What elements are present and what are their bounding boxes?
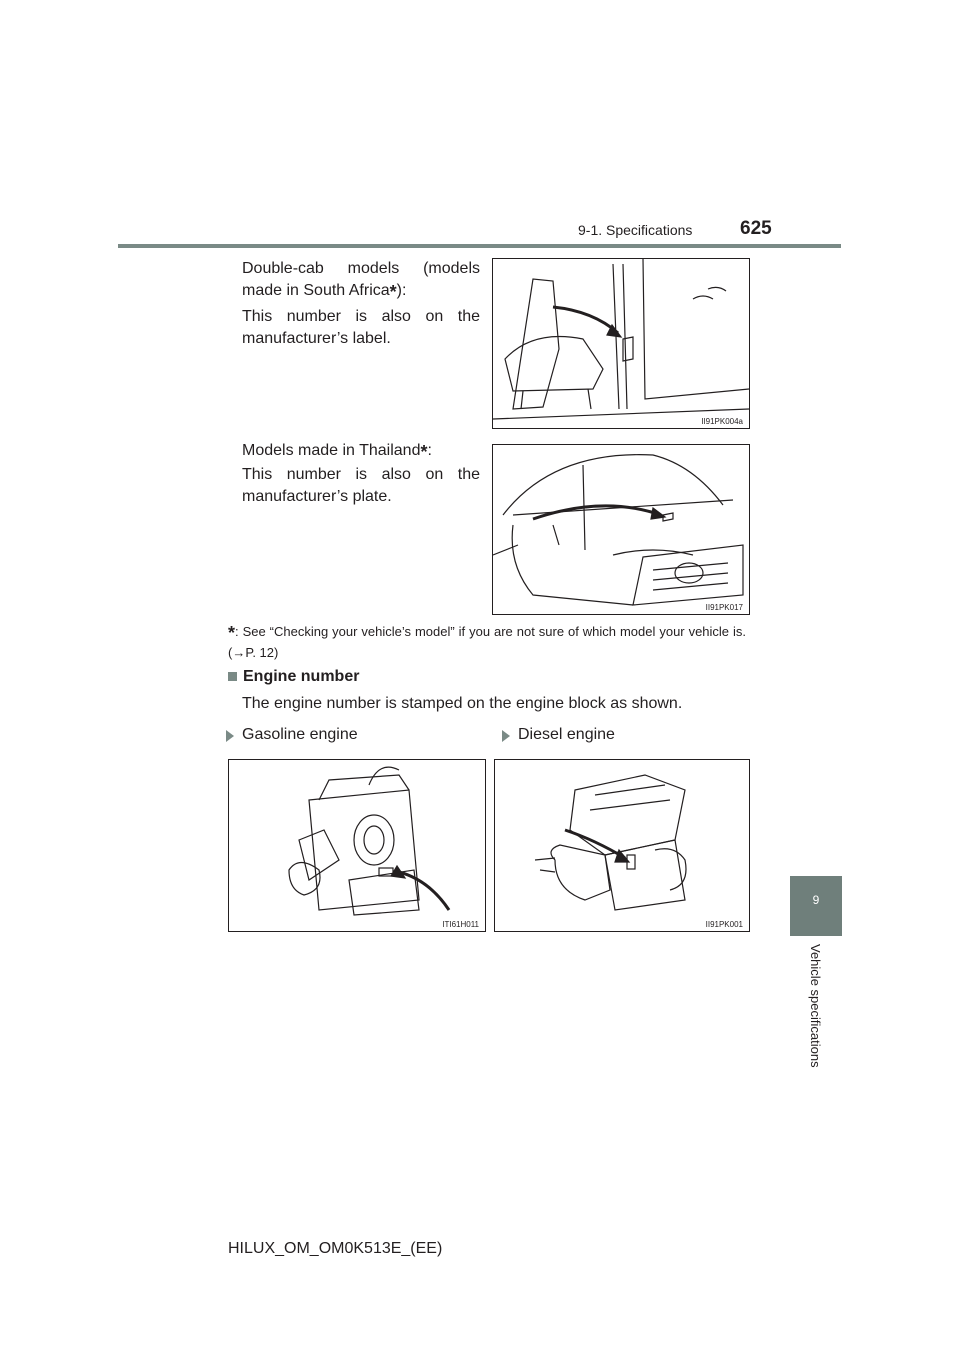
thailand-caption: Models made in Thailand*:: [242, 442, 432, 462]
header-divider: [118, 244, 841, 248]
chapter-tab-title: Vehicle specifications: [808, 944, 823, 1068]
door-pillar-illustration: [493, 259, 749, 428]
footnote-marker: *: [228, 623, 236, 643]
document-id: HILUX_OM_OM0K513E_(EE): [228, 1240, 443, 1257]
footnote-marker: *: [420, 442, 428, 462]
chapter-tab-number: 9: [812, 893, 820, 907]
engine-number-text: The engine number is stamped on the engine block as shown.: [242, 695, 683, 712]
double-cab-note: This number is also on the manufacturer’s label.: [242, 308, 480, 347]
diesel-engine-illustration: [495, 760, 749, 931]
diesel-engine-figure: [494, 759, 750, 932]
figure-code-1: II91PK004a: [701, 417, 743, 426]
footnote-marker: *: [389, 282, 397, 302]
heading-bullet-icon: [228, 672, 237, 681]
double-cab-caption: Double-cab models (models made in South Africa*):: [242, 260, 480, 302]
figure-code-3: ITI61H011: [442, 920, 479, 929]
footnote-text: : See “Checking your vehicle’s model” if you are not sure of which model your vehicle is. (→P. 12): [228, 624, 746, 660]
diesel-engine-label: Diesel engine: [518, 726, 615, 743]
door-pillar-figure: [492, 258, 750, 429]
page-number: 625: [740, 218, 772, 239]
section-title: 9-1. Specifications: [578, 222, 693, 238]
triangle-bullet-icon: [226, 730, 234, 742]
engine-bay-figure: [492, 444, 750, 615]
engine-bay-illustration: [493, 445, 749, 614]
triangle-bullet-icon: [502, 730, 510, 742]
gasoline-engine-illustration: [229, 760, 485, 931]
model-footnote: [228, 622, 746, 663]
thailand-note: This number is also on the manufacturer’s plate.: [242, 466, 480, 505]
gasoline-engine-label: Gasoline engine: [242, 726, 358, 743]
gasoline-engine-figure: [228, 759, 486, 932]
figure-code-4: II91PK001: [705, 920, 743, 929]
figure-code-2: II91PK017: [705, 603, 743, 612]
engine-number-heading: Engine number: [243, 668, 360, 685]
